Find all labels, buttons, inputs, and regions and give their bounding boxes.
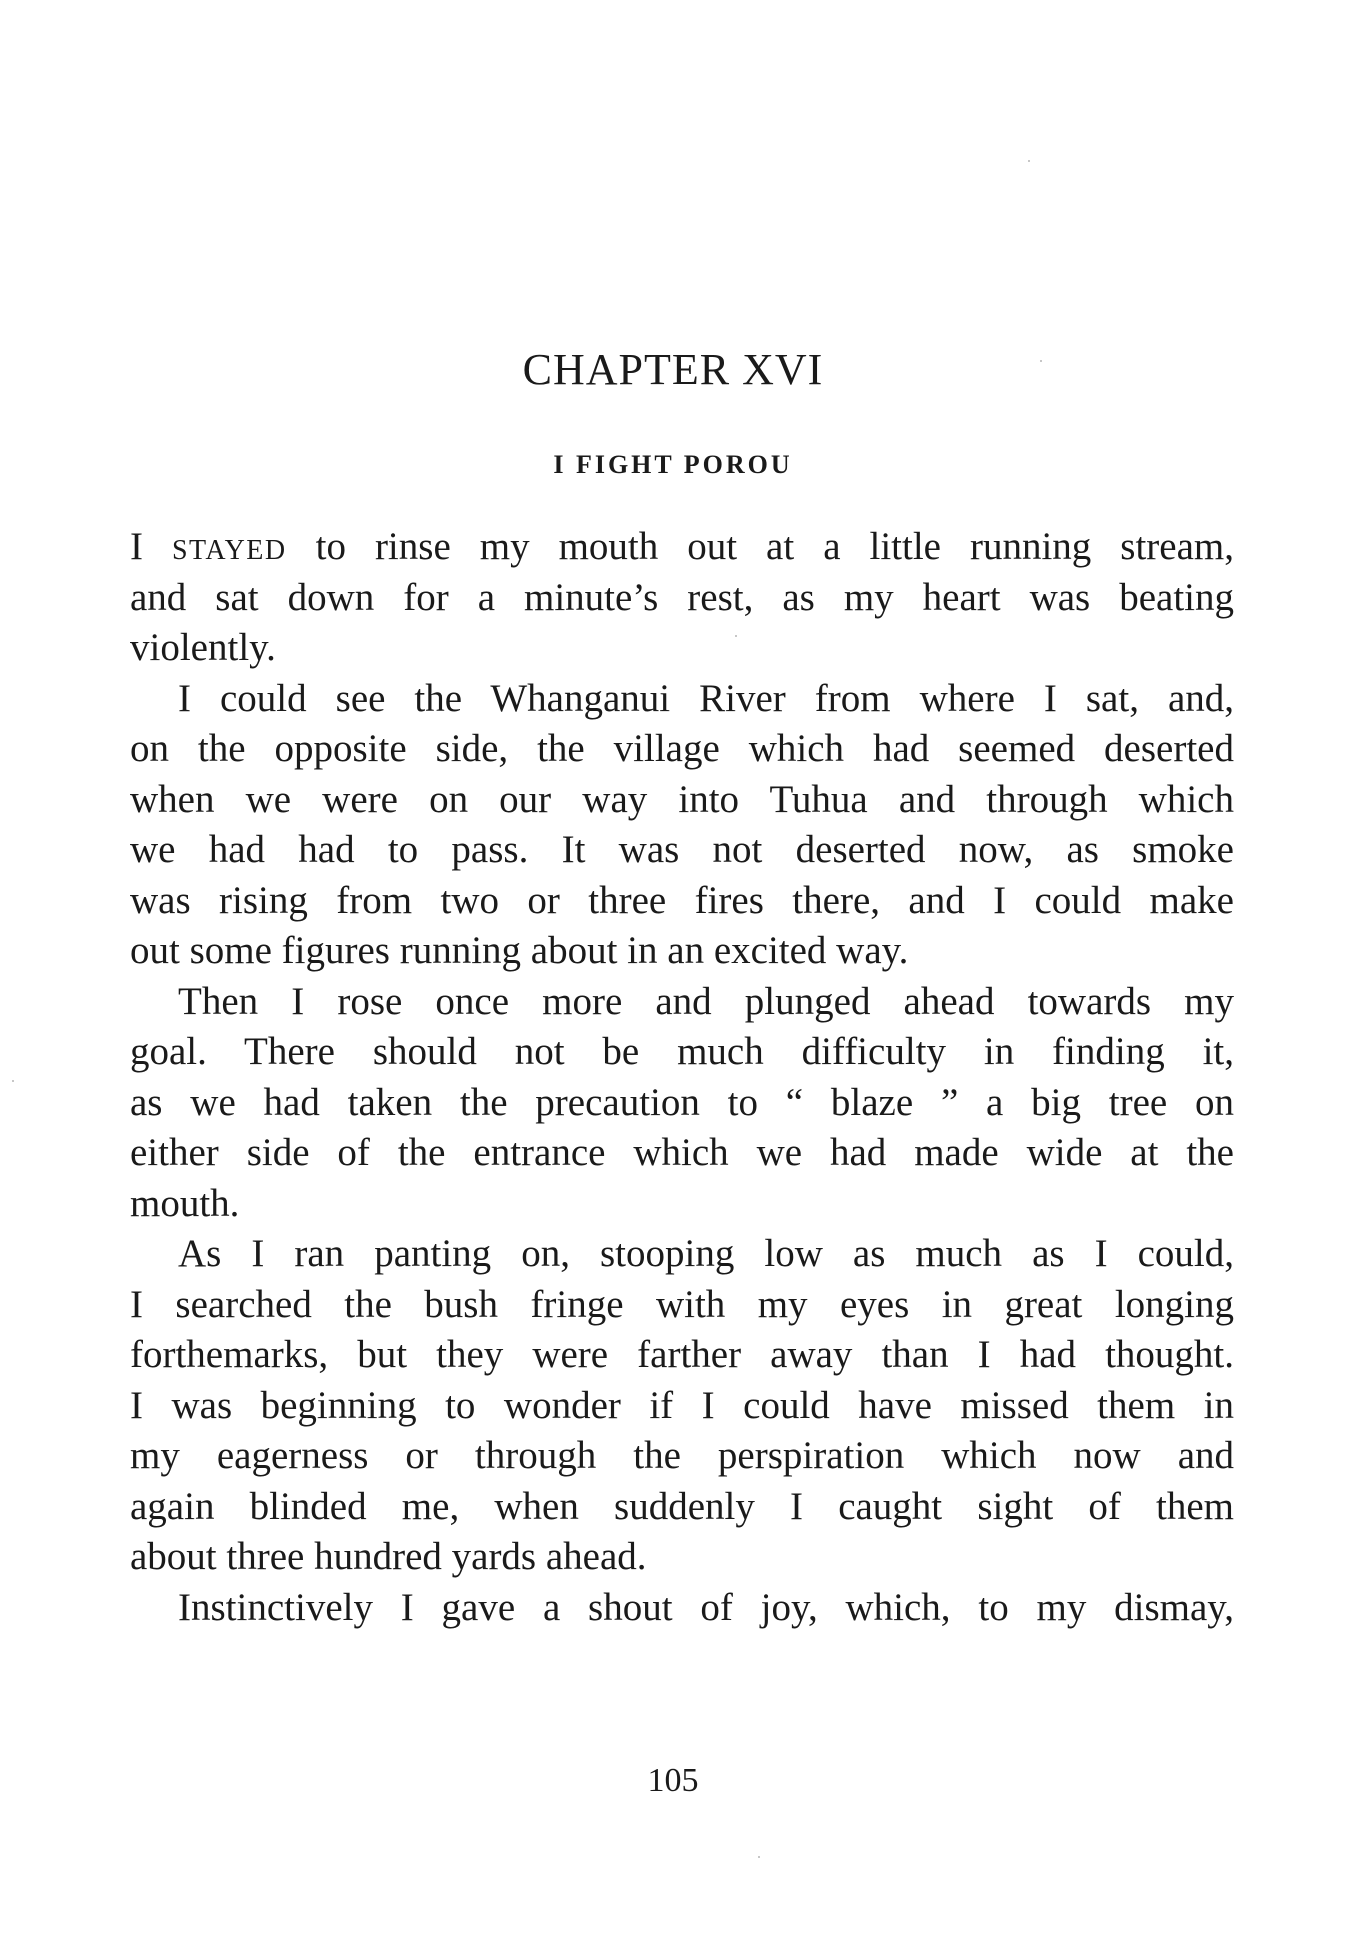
text-line: mouth. bbox=[130, 1181, 240, 1225]
text-line: when we were on our way into Tuhua and through which bbox=[130, 777, 1234, 821]
paper-speck bbox=[1040, 360, 1042, 362]
small-caps-word: STAYED bbox=[171, 535, 287, 566]
text-line: we had had to pass. It was not deserted now, as smoke bbox=[130, 828, 1234, 871]
text-line: I searched the bush fringe with my eyes in great longing bbox=[130, 1282, 1234, 1326]
text-line: out some figures running about in an excited way. bbox=[130, 929, 909, 972]
paper-speck bbox=[1028, 160, 1030, 162]
paper-speck bbox=[735, 635, 737, 637]
text-line: Then I rose once more and plunged ahead towards my bbox=[178, 979, 1234, 1023]
text-line: as we had taken the precaution to “ blaze ” a big tree on bbox=[130, 1080, 1234, 1124]
text-line: either side of the entrance which we had made wide at the bbox=[130, 1131, 1234, 1174]
text-line bbox=[130, 522, 1234, 573]
text-line: and sat down for a minute’s rest, as my heart was beating bbox=[130, 575, 1234, 619]
chapter-subtitle: I FIGHT POROU bbox=[553, 450, 793, 479]
paper-speck bbox=[12, 1080, 14, 1082]
text-line: I could see the Whanganui River from where I sat, and, bbox=[178, 676, 1234, 720]
text-line: goal. There should not be much difficulty in finding it, bbox=[130, 1030, 1234, 1073]
text-line: violently. bbox=[130, 626, 276, 669]
text-line: on the opposite side, the village which had seemed deserted bbox=[130, 727, 1234, 770]
text-line: about three hundred yards ahead. bbox=[130, 1535, 647, 1578]
text-line: was rising from two or three fires there, and I could make bbox=[130, 878, 1234, 922]
text-line: As I ran panting on, stooping low as much as I could, bbox=[178, 1232, 1234, 1275]
text-line: I was beginning to wonder if I could have missed them in bbox=[130, 1383, 1234, 1427]
text-line: forthemarks, but they were farther away than I had thought. bbox=[130, 1333, 1234, 1376]
paper-speck bbox=[758, 1856, 760, 1858]
text-segment: I bbox=[130, 525, 172, 568]
body-text bbox=[130, 522, 1234, 1633]
text-line: again blinded me, when suddenly I caught sight of them bbox=[130, 1484, 1234, 1528]
page-number: 105 bbox=[647, 1762, 699, 1799]
chapter-title: CHAPTER XVI bbox=[522, 345, 824, 394]
text-line: Instinctively I gave a shout of joy, which, to my dismay, bbox=[178, 1585, 1234, 1629]
text-line: my eagerness or through the perspiration which now and bbox=[130, 1434, 1234, 1477]
text-segment: to rinse my mouth out at a little running stream, bbox=[286, 525, 1234, 568]
